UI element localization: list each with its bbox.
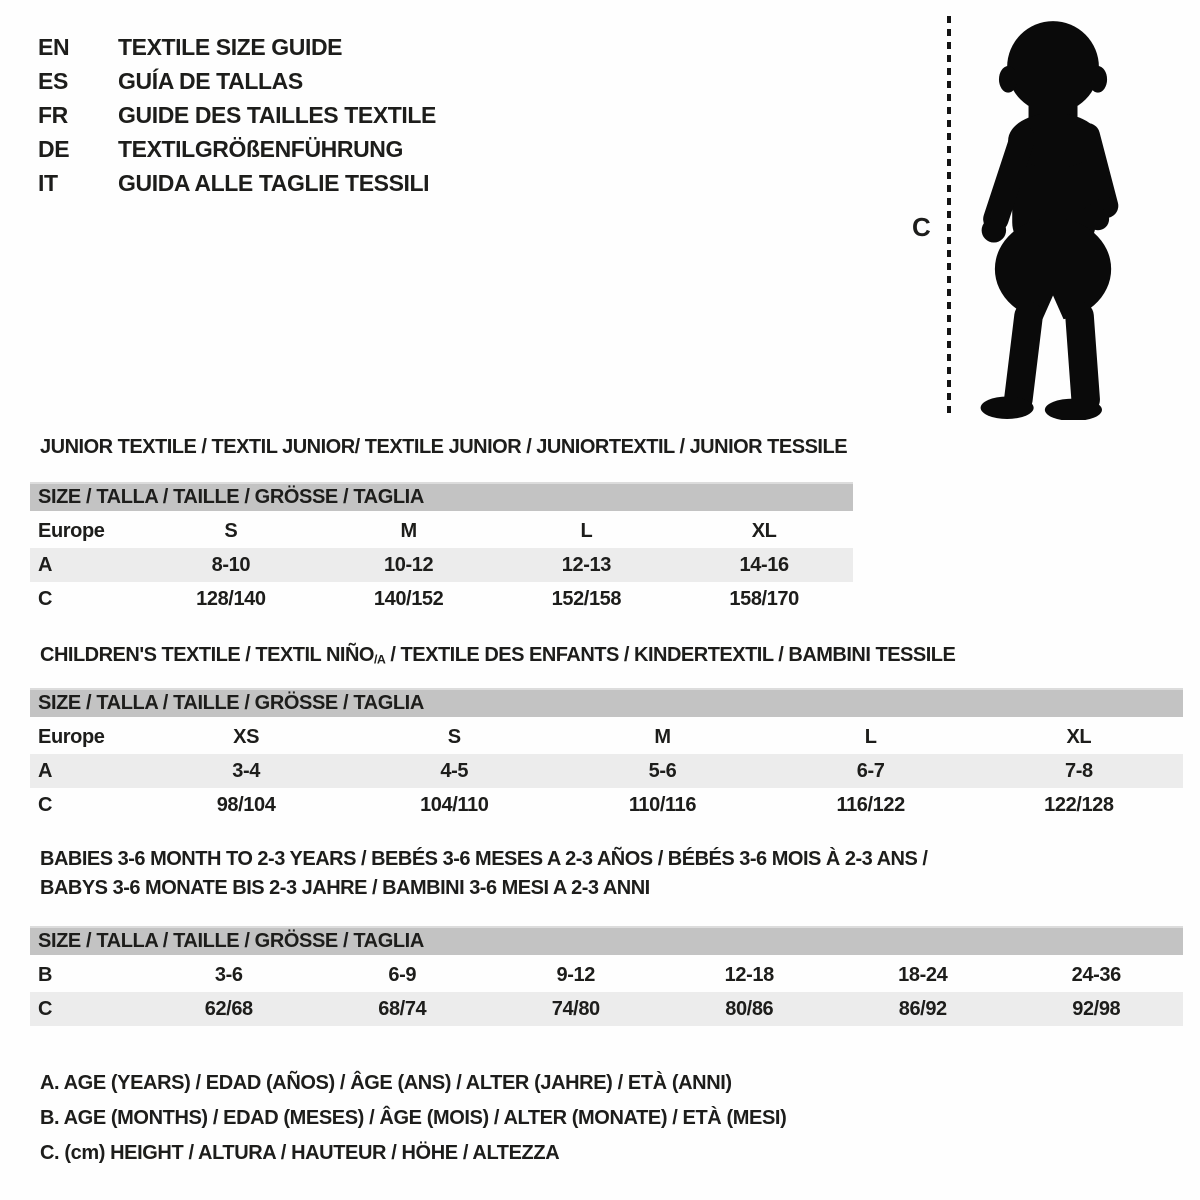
section-title-babies <box>40 845 980 903</box>
language-row-es <box>38 64 436 98</box>
table-row <box>30 754 1183 788</box>
row-label: C <box>38 587 53 610</box>
language-code: DE <box>38 136 70 162</box>
children-size-table <box>30 688 1183 822</box>
table-row <box>30 514 853 548</box>
table-cell: 68/74 <box>316 992 490 1026</box>
table-header-row <box>30 926 1183 958</box>
table-cell: 158/170 <box>729 587 799 610</box>
row-label: C <box>30 992 142 1026</box>
table-cell: 14-16 <box>675 548 853 582</box>
guide-title: TEXTILGRÖßENFÜHRUNG <box>118 136 403 162</box>
table-row <box>30 720 1183 754</box>
language-title-list <box>38 30 436 200</box>
table-cell: 9-12 <box>556 963 595 986</box>
row-label: A <box>30 548 142 582</box>
table-row <box>30 788 1183 822</box>
table-cell: 7-8 <box>975 754 1183 788</box>
language-code: IT <box>38 170 58 196</box>
title-text: BABIES 3-6 MONTH TO 2-3 YEARS / BEBÉS 3-6 MESES A 2-3 AÑOS / BÉBÉS 3-6 MOIS À 2-3 ANS / <box>40 848 928 870</box>
table-cell: M <box>400 519 417 542</box>
title-subscript: /A <box>373 652 386 667</box>
row-label: Europe <box>38 725 105 748</box>
table-cell: 12-18 <box>724 963 774 986</box>
table-header-row <box>30 482 853 514</box>
table-cell: 152/158 <box>551 587 622 610</box>
table-cell: 104/110 <box>420 793 489 816</box>
table-cell: 92/98 <box>1010 992 1184 1026</box>
table-cell: XL <box>751 519 777 542</box>
language-code: FR <box>38 102 68 128</box>
row-label: B <box>38 963 53 986</box>
section-title-line <box>40 641 955 675</box>
table-cell: 3-4 <box>142 754 350 788</box>
section-title-children <box>40 641 955 675</box>
title-text: CHILDREN'S TEXTILE / TEXTIL NIÑO <box>40 644 374 666</box>
language-row-de <box>38 132 436 166</box>
guide-title: GUIDA ALLE TAGLIE TESSILI <box>118 170 430 196</box>
table-cell: 74/80 <box>489 992 663 1026</box>
title-text: BABYS 3-6 MONATE BIS 2-3 JAHRE / BAMBINI 3-6 MESI A 2-3 ANNI <box>40 877 650 899</box>
table-row <box>30 548 853 582</box>
table-header-row <box>30 688 1183 720</box>
table-cell: S <box>224 519 238 542</box>
height-measure-figure <box>900 10 1152 424</box>
table-cell: XS <box>233 725 260 748</box>
table-cell: 62/68 <box>142 992 316 1026</box>
table-cell: L <box>864 725 877 748</box>
section-title-junior <box>40 433 847 462</box>
table-cell: 12-13 <box>498 548 676 582</box>
language-code: ES <box>38 68 68 94</box>
table-cell: 98/104 <box>216 793 276 816</box>
table-header-bar: SIZE / TALLA / TAILLE / GRÖSSE / TAGLIA <box>30 926 1183 958</box>
table-cell: 116/122 <box>836 793 905 816</box>
table-cell: 6-9 <box>388 963 417 986</box>
table-cell: L <box>580 519 593 542</box>
guide-title: TEXTILE SIZE GUIDE <box>118 34 343 60</box>
row-label: Europe <box>38 519 105 542</box>
table-header-bar: SIZE / TALLA / TAILLE / GRÖSSE / TAGLIA <box>30 482 853 514</box>
legend-line-b: B. AGE (MONTHS) / EDAD (MESES) / ÂGE (MOIS) / ALTER (MONATE) / ETÀ (MESI) <box>40 1107 787 1129</box>
table-cell: S <box>447 725 461 748</box>
row-label: C <box>38 793 53 816</box>
table-cell: 86/92 <box>836 992 1010 1026</box>
table-cell: 140/152 <box>373 587 444 610</box>
table-cell: 6-7 <box>767 754 975 788</box>
row-label: A <box>30 754 142 788</box>
table-cell: 128/140 <box>196 587 266 610</box>
table-cell: M <box>654 725 671 748</box>
legend-line-a: A. AGE (YEARS) / EDAD (AÑOS) / ÂGE (ANS) / ALTER (JAHRE) / ETÀ (ANNI) <box>40 1072 732 1094</box>
table-header-bar: SIZE / TALLA / TAILLE / GRÖSSE / TAGLIA <box>30 688 1183 720</box>
section-title-line <box>40 433 847 462</box>
section-title-line <box>40 874 980 903</box>
size-table <box>30 482 853 616</box>
table-cell: 122/128 <box>1044 793 1114 816</box>
table-cell: 110/116 <box>628 793 697 816</box>
title-text: / TEXTILE DES ENFANTS / KINDERTEXTIL / BAMBINI TESSILE <box>385 644 956 666</box>
language-code: EN <box>38 34 70 60</box>
title-text: JUNIOR TEXTILE / TEXTIL JUNIOR/ TEXTILE JUNIOR / JUNIORTEXTIL / JUNIOR TESSILE <box>40 436 848 458</box>
table-cell: 5-6 <box>558 754 766 788</box>
size-table <box>30 688 1183 822</box>
table-cell: 18-24 <box>898 963 948 986</box>
junior-size-table <box>30 482 853 616</box>
measure-c-label: C <box>912 212 931 242</box>
table-cell: 4-5 <box>350 754 558 788</box>
table-row <box>30 992 1183 1026</box>
toddler-silhouette-icon <box>964 12 1140 420</box>
table-cell: XL <box>1066 725 1092 748</box>
table-cell: 80/86 <box>663 992 837 1026</box>
size-table <box>30 926 1183 1026</box>
guide-title: GUIDE DES TAILLES TEXTILE <box>118 102 436 128</box>
table-cell: 10-12 <box>320 548 498 582</box>
table-row <box>30 958 1183 992</box>
legend-line-c: C. (cm) HEIGHT / ALTURA / HAUTEUR / HÖHE / ALTEZZA <box>40 1142 560 1164</box>
table-cell: 8-10 <box>142 548 320 582</box>
table-cell: 24-36 <box>1071 963 1121 986</box>
language-row-fr <box>38 98 436 132</box>
measure-legend <box>40 1066 786 1171</box>
language-row-it <box>38 166 436 200</box>
guide-title: GUÍA DE TALLAS <box>118 68 303 94</box>
babies-size-table <box>30 926 1183 1026</box>
section-title-line <box>40 845 980 874</box>
language-row-en <box>38 30 436 64</box>
table-cell: 3-6 <box>214 963 243 986</box>
height-dashed-line <box>947 16 951 418</box>
table-row <box>30 582 853 616</box>
